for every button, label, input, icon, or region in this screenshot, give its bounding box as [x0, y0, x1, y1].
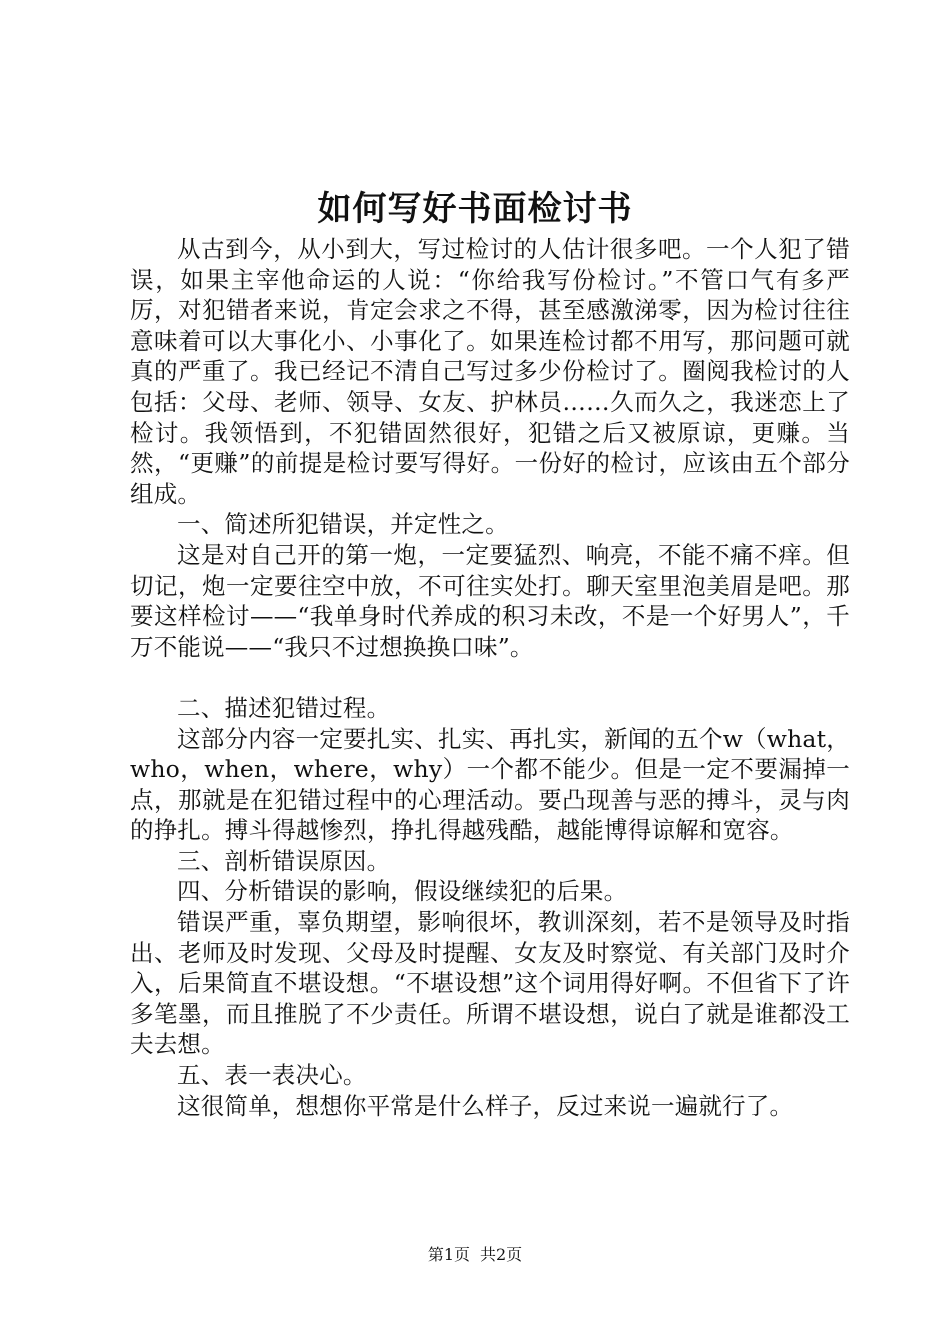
page-number: 第1页: [427, 1245, 470, 1264]
paragraph-section-5: 这很简单，想想你平常是什么样子，反过来说一遍就行了。: [177, 1091, 794, 1120]
section-heading-2: 二、描述犯错过程。: [177, 693, 391, 722]
paragraph-intro: 从古到今，从小到大，写过检讨的人估计很多吧。一个人犯了错误，如果主宰他命运的人说：“你给我写份检讨。”不管口气有多严厉，对犯错者来说，肯定会求之不得，甚至感激涕零，因为检讨往往意味着可以大事化小、小事化了。如果连检讨都不用写，那问题可就真的严重了。我已经记不清自己写过多少份检讨了。圈阅我检讨的人包括：父母、老师、领导、女友、护林员……久而久之，我迷恋上了检讨。我领悟到，不犯错固然很好，犯错之后又被原谅，更赚。当然，“更赚”的前提是检讨要写得好。一份好的检讨，应该由五个部分组成。: [130, 235, 850, 508]
section-heading-1: 一、简述所犯错误，并定性之。: [177, 510, 509, 539]
page-footer: [0, 1243, 950, 1267]
paragraph-spacer: [130, 662, 850, 693]
section-heading-4: 四、分析错误的影响，假设继续犯的后果。: [177, 877, 628, 906]
document-body: [130, 234, 850, 1121]
section-heading-3: 三、剖析错误原因。: [177, 846, 391, 875]
page-total: 共2页: [480, 1245, 523, 1264]
paragraph-section-2: 这部分内容一定要扎实、扎实、再扎实，新闻的五个w（what，who，when，where，why）一个都不能少。但是一定不要漏掉一点，那就是在犯错过程中的心理活动。要凸现善与恶的搏斗，灵与肉的挣扎。搏斗得越惨烈，挣扎得越残酷，越能博得谅解和宽容。: [130, 724, 850, 845]
paragraph-section-4: 错误严重，辜负期望，影响很坏，教训深刻，若不是领导及时指出、老师及时发现、父母及时提醒、女友及时察觉、有关部门及时介入，后果简直不堪设想。“不堪设想”这个词用得好啊。不但省下了许多笔墨，而且推脱了不少责任。所谓不堪设想，说白了就是谁都没工夫去想。: [130, 908, 850, 1059]
document-title: 如何写好书面检讨书: [317, 189, 633, 229]
paragraph-section-1: 这是对自己开的第一炮，一定要猛烈、响亮，不能不痛不痒。但切记，炮一定要往空中放，不可往实处打。聊天室里泡美眉是吧。那要这样检讨——“我单身时代养成的积习未改，不是一个好男人”，千万不能说——“我只不过想换换口味”。: [130, 540, 850, 661]
section-heading-5: 五、表一表决心。: [177, 1061, 367, 1090]
